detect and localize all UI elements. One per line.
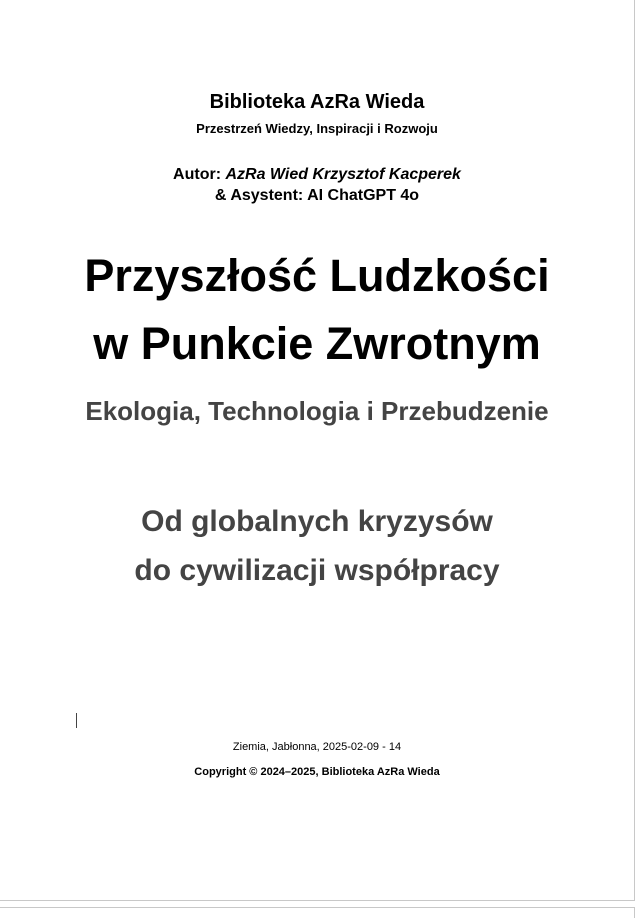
motto-line-1: Od globalnych kryzysów (141, 505, 493, 538)
author-line (0, 166, 634, 184)
library-tagline: Przestrzeń Wiedzy, Inspiracji i Rozwoju (196, 121, 438, 136)
title-line-1: Przyszłość Ludzkości (84, 250, 550, 301)
library-name: Biblioteka AzRa Wieda (209, 91, 425, 113)
title-line-2: w Punkcie Zwrotnym (93, 318, 541, 369)
author-name: AzRa Wied Krzysztof Kacperek (225, 166, 461, 183)
next-page-edge (0, 907, 635, 918)
assistant-line: & Asystent: AI ChatGPT 4o (214, 187, 420, 204)
motto-line-2: do cywilizacji współpracy (134, 554, 500, 587)
copyright: Copyright © 2024–2025, Biblioteka AzRa Wieda (194, 766, 440, 778)
text-cursor (76, 713, 77, 728)
author-label: Autor: (173, 166, 222, 183)
subtitle: Ekologia, Technologia i Przebudzenie (85, 396, 549, 426)
place-date: Ziemia, Jabłonna, 2025-02-09 - 14 (232, 741, 402, 753)
